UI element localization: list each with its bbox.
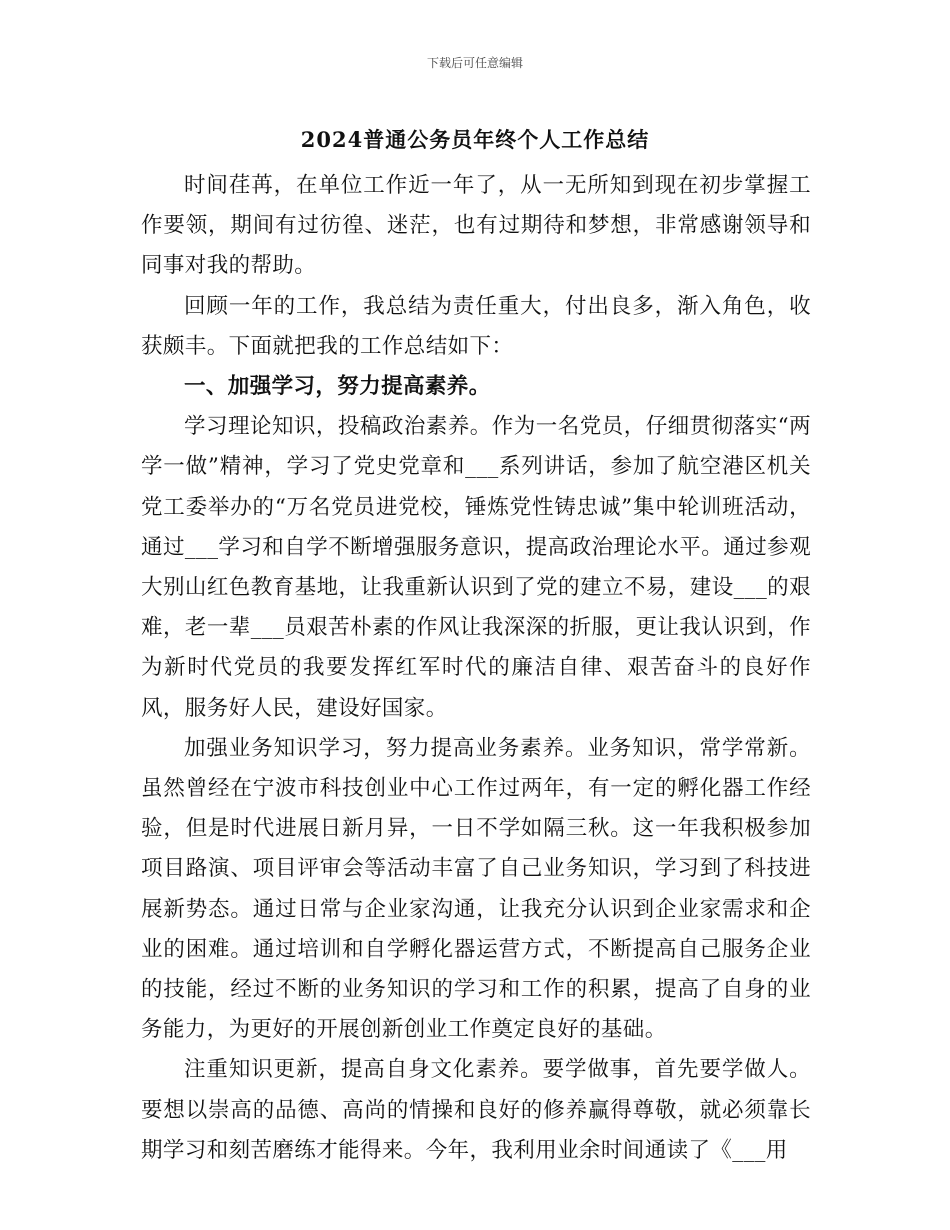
header-note: 下载后可任意编辑 (426, 56, 523, 70)
paragraph-knowledge-update: 注重知识更新，提高自身文化素养。要学做事，首先要学做人。要想以崇高的品德、高尚的情操和良好的修养赢得尊敬，就必须靠长期学习和刻苦磨练才能得来。今年，我利用业余时间通读了《___用 (141, 1057, 811, 1163)
paragraph-business-study: 加强业务知识学习，努力提高业务素养。业务知识，常学常新。虽然曾经在宁波市科技创业中心工作过两年，有一定的孵化器工作经验，但是时代进展日新月异，一日不学如隔三秋。这一年我积极参加项目路演、项目评审会等活动丰富了自己业务知识，学习到了科技进展新势态。通过日常与企业家沟通，让我充分认识到企业家需求和企业的困难。通过培训和自学孵化器运营方式，不断提高自己服务企业的技能，经过不断的业务知识的学习和工作的积累，提高了自身的业务能力，为更好的开展创新创业工作奠定良好的基础。 (141, 735, 811, 1043)
paragraph-review: 回顾一年的工作，我总结为责任重大，付出良多，渐入角色，收获颇丰。下面就把我的工作总结如下： (141, 293, 811, 359)
paragraph-theory-study: 学习理论知识，投稿政治素养。作为一名党员，仔细贯彻落实“两学一做”精神，学习了党史党章和___系列讲话，参加了航空港区机关党工委举办的“万名党员进党校，锤炼党性铸忠诚”集中轮训班活动，通过___学习和自学不断增强服务意识，提高政治理论水平。通过参观大别山红色教育基地，让我重新认识到了党的建立不易，建设___的艰难，老一辈___员艰苦朴素的作风让我深深的折服，更让我认识到，作为新时代党员的我要发挥红军时代的廉洁自律、艰苦奋斗的良好作风，服务好人民，建设好国家。 (141, 414, 811, 721)
paragraph-intro: 时间荏苒，在单位工作近一年了，从一无所知到现在初步掌握工作要领，期间有过彷徨、迷茫，也有过期待和梦想，非常感谢领导和同事对我的帮助。 (141, 173, 811, 279)
document-title: 2024普通公务员年终个人工作总结 (300, 127, 650, 152)
document-body (141, 166, 811, 1171)
section-heading-1: 一、加强学习，努力提高素养。 (184, 374, 491, 400)
